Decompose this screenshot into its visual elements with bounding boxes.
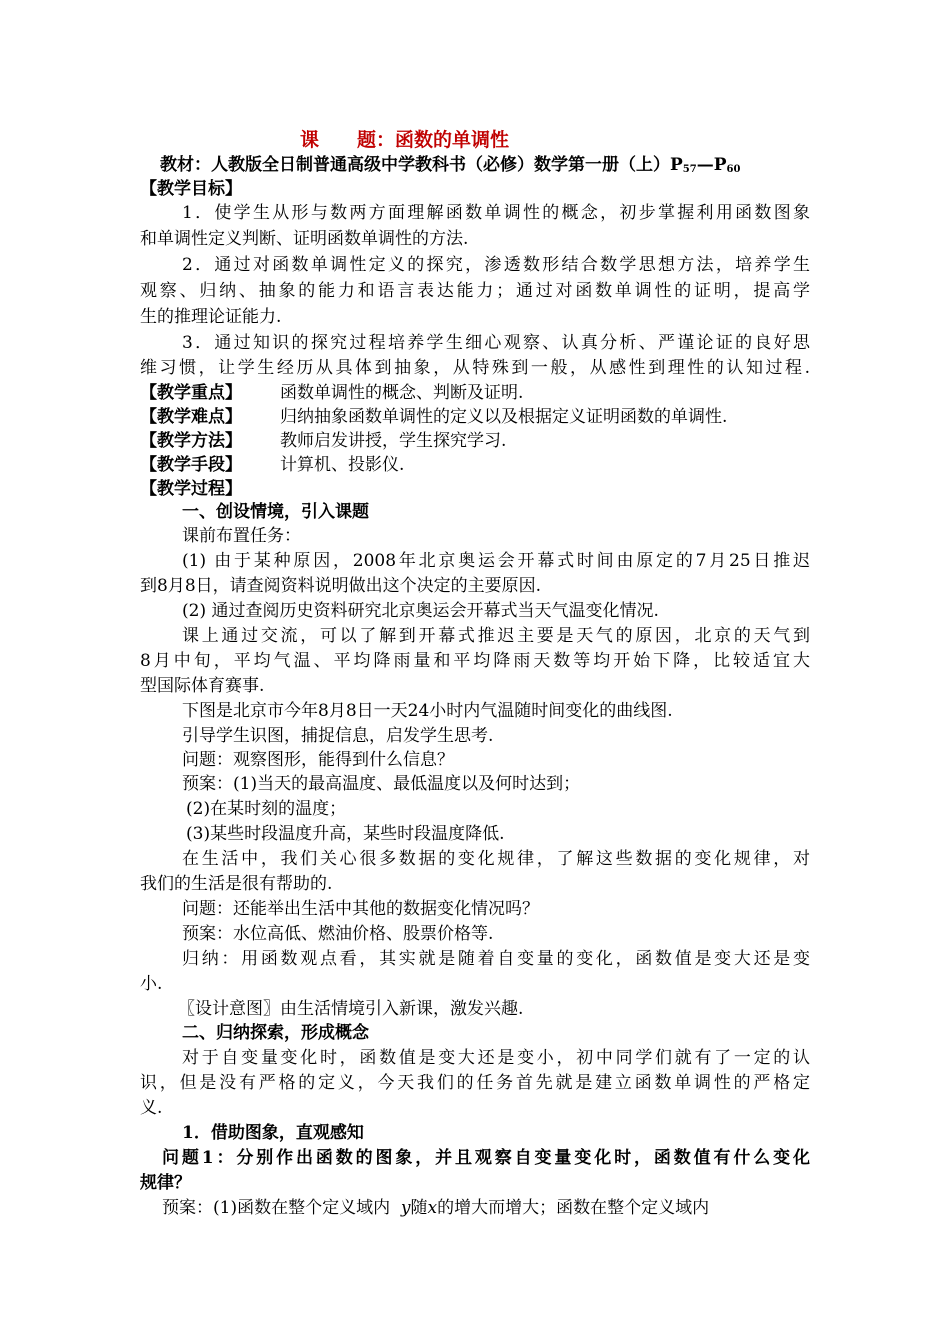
goal2-line: 2．通过对函数单调性定义的探究，渗透数形结合数学思想方法，培养学生 [182, 255, 810, 275]
goals-heading: 【教学目标】 [140, 179, 242, 199]
goal3-line: 3．通过知识的探究过程培养学生细心观察、认真分析、严谨论证的良好思 [182, 333, 810, 353]
question-line: 规律？ [140, 1173, 191, 1193]
goal2-line: 观察、归纳、抽象的能力和语言表达能力；通过对函数单调性的证明，提高学 [140, 281, 810, 301]
goal2-line: 生的推理论证能力. [140, 307, 282, 327]
paragraph-line: 到8月8日，请查阅资料说明做出这个决定的主要原因. [140, 576, 542, 596]
textbook-line: 教材：人教版全日制普通高级中学教科书（必修）数学第一册（上）$P_{57}—P_{60}$ [160, 155, 741, 175]
paragraph-line: 我们的生活是很有帮助的. [140, 874, 333, 894]
paragraph-line: 预案：(1)函数在整个定义域内 y随x的增大而增大；函数在整个定义域内 [162, 1198, 710, 1218]
question-line: 问题1：分别作出函数的图象，并且观察自变量变化时，函数值有什么变化 [162, 1148, 810, 1168]
paragraph-line: 8月中旬，平均气温、平均降雨量和平均降雨天数等均开始下降，比较适宜大 [140, 651, 810, 671]
paragraph-line: 预案：水位高低、燃油价格、股票价格等. [182, 924, 494, 944]
paragraph-line: 对于自变量变化时，函数值是变大还是变小，初中同学们就有了一定的认 [182, 1048, 810, 1068]
paragraph-line: 小. [140, 974, 163, 994]
goal1-line: 1．使学生从形与数两方面理解函数单调性的概念，初步掌握利用函数图象 [182, 203, 810, 223]
paragraph-line: 课上通过交流，可以了解到开幕式推迟主要是天气的原因，北京的天气到 [182, 626, 810, 646]
paragraph-line: 问题：还能举出生活中其他的数据变化情况吗？ [182, 899, 539, 919]
key-points-row: 【教学重点】 函数单调性的概念、判断及证明. [140, 383, 524, 403]
paragraph-line: (3)某些时段温度升高，某些时段温度降低. [186, 824, 505, 844]
lesson-title: 课 题：函数的单调性 [300, 129, 510, 151]
section-heading: 二、归纳探索，形成概念 [182, 1023, 369, 1043]
paragraph-line: 引导学生识图，捕捉信息，启发学生思考. [182, 726, 494, 746]
goal1-line: 和单调性定义判断、证明函数单调性的方法. [140, 229, 469, 249]
process-heading: 【教学过程】 [140, 479, 242, 499]
difficulties-row: 【教学难点】 归纳抽象函数单调性的定义以及根据定义证明函数的单调性. [140, 407, 728, 427]
methods-row: 【教学方法】 教师启发讲授，学生探究学习. [140, 431, 507, 451]
paragraph-line: 识，但是没有严格的定义，今天我们的任务首先就是建立函数单调性的严格定 [140, 1073, 810, 1093]
paragraph-line: 下图是北京市今年8月8日一天24小时内气温随时间变化的曲线图. [182, 701, 673, 721]
tools-row: 【教学手段】 计算机、投影仪. [140, 455, 405, 475]
paragraph-line: 预案：(1)当天的最高温度、最低温度以及何时达到； [182, 774, 581, 794]
paragraph-line: 归纳：用函数观点看，其实就是随着自变量的变化，函数值是变大还是变 [182, 949, 810, 969]
paragraph-line: 型国际体育赛事. [140, 676, 265, 696]
paragraph-line: 在生活中，我们关心很多数据的变化规律，了解这些数据的变化规律，对 [182, 849, 810, 869]
paragraph-line: (2) 通过查阅历史资料研究北京奥运会开幕式当天气温变化情况. [182, 601, 659, 621]
paragraph-line: (2)在某时刻的温度； [186, 799, 347, 819]
paragraph-line: (1) 由于某种原因，2008年北京奥运会开幕式时间由原定的7月25日推迟 [182, 551, 810, 571]
design-intent: 〖设计意图〗由生活情境引入新课，激发兴趣. [178, 999, 524, 1019]
section-heading: 一、创设情境，引入课题 [182, 502, 369, 522]
subsection-heading: 1．借助图象，直观感知 [182, 1123, 364, 1143]
goal3-line: 维习惯，让学生经历从具体到抽象，从特殊到一般，从感性到理性的认知过程. [140, 358, 810, 378]
paragraph-line: 问题：观察图形，能得到什么信息？ [182, 750, 454, 770]
paragraph-line: 课前布置任务： [182, 526, 301, 546]
paragraph-line: 义. [140, 1098, 163, 1118]
